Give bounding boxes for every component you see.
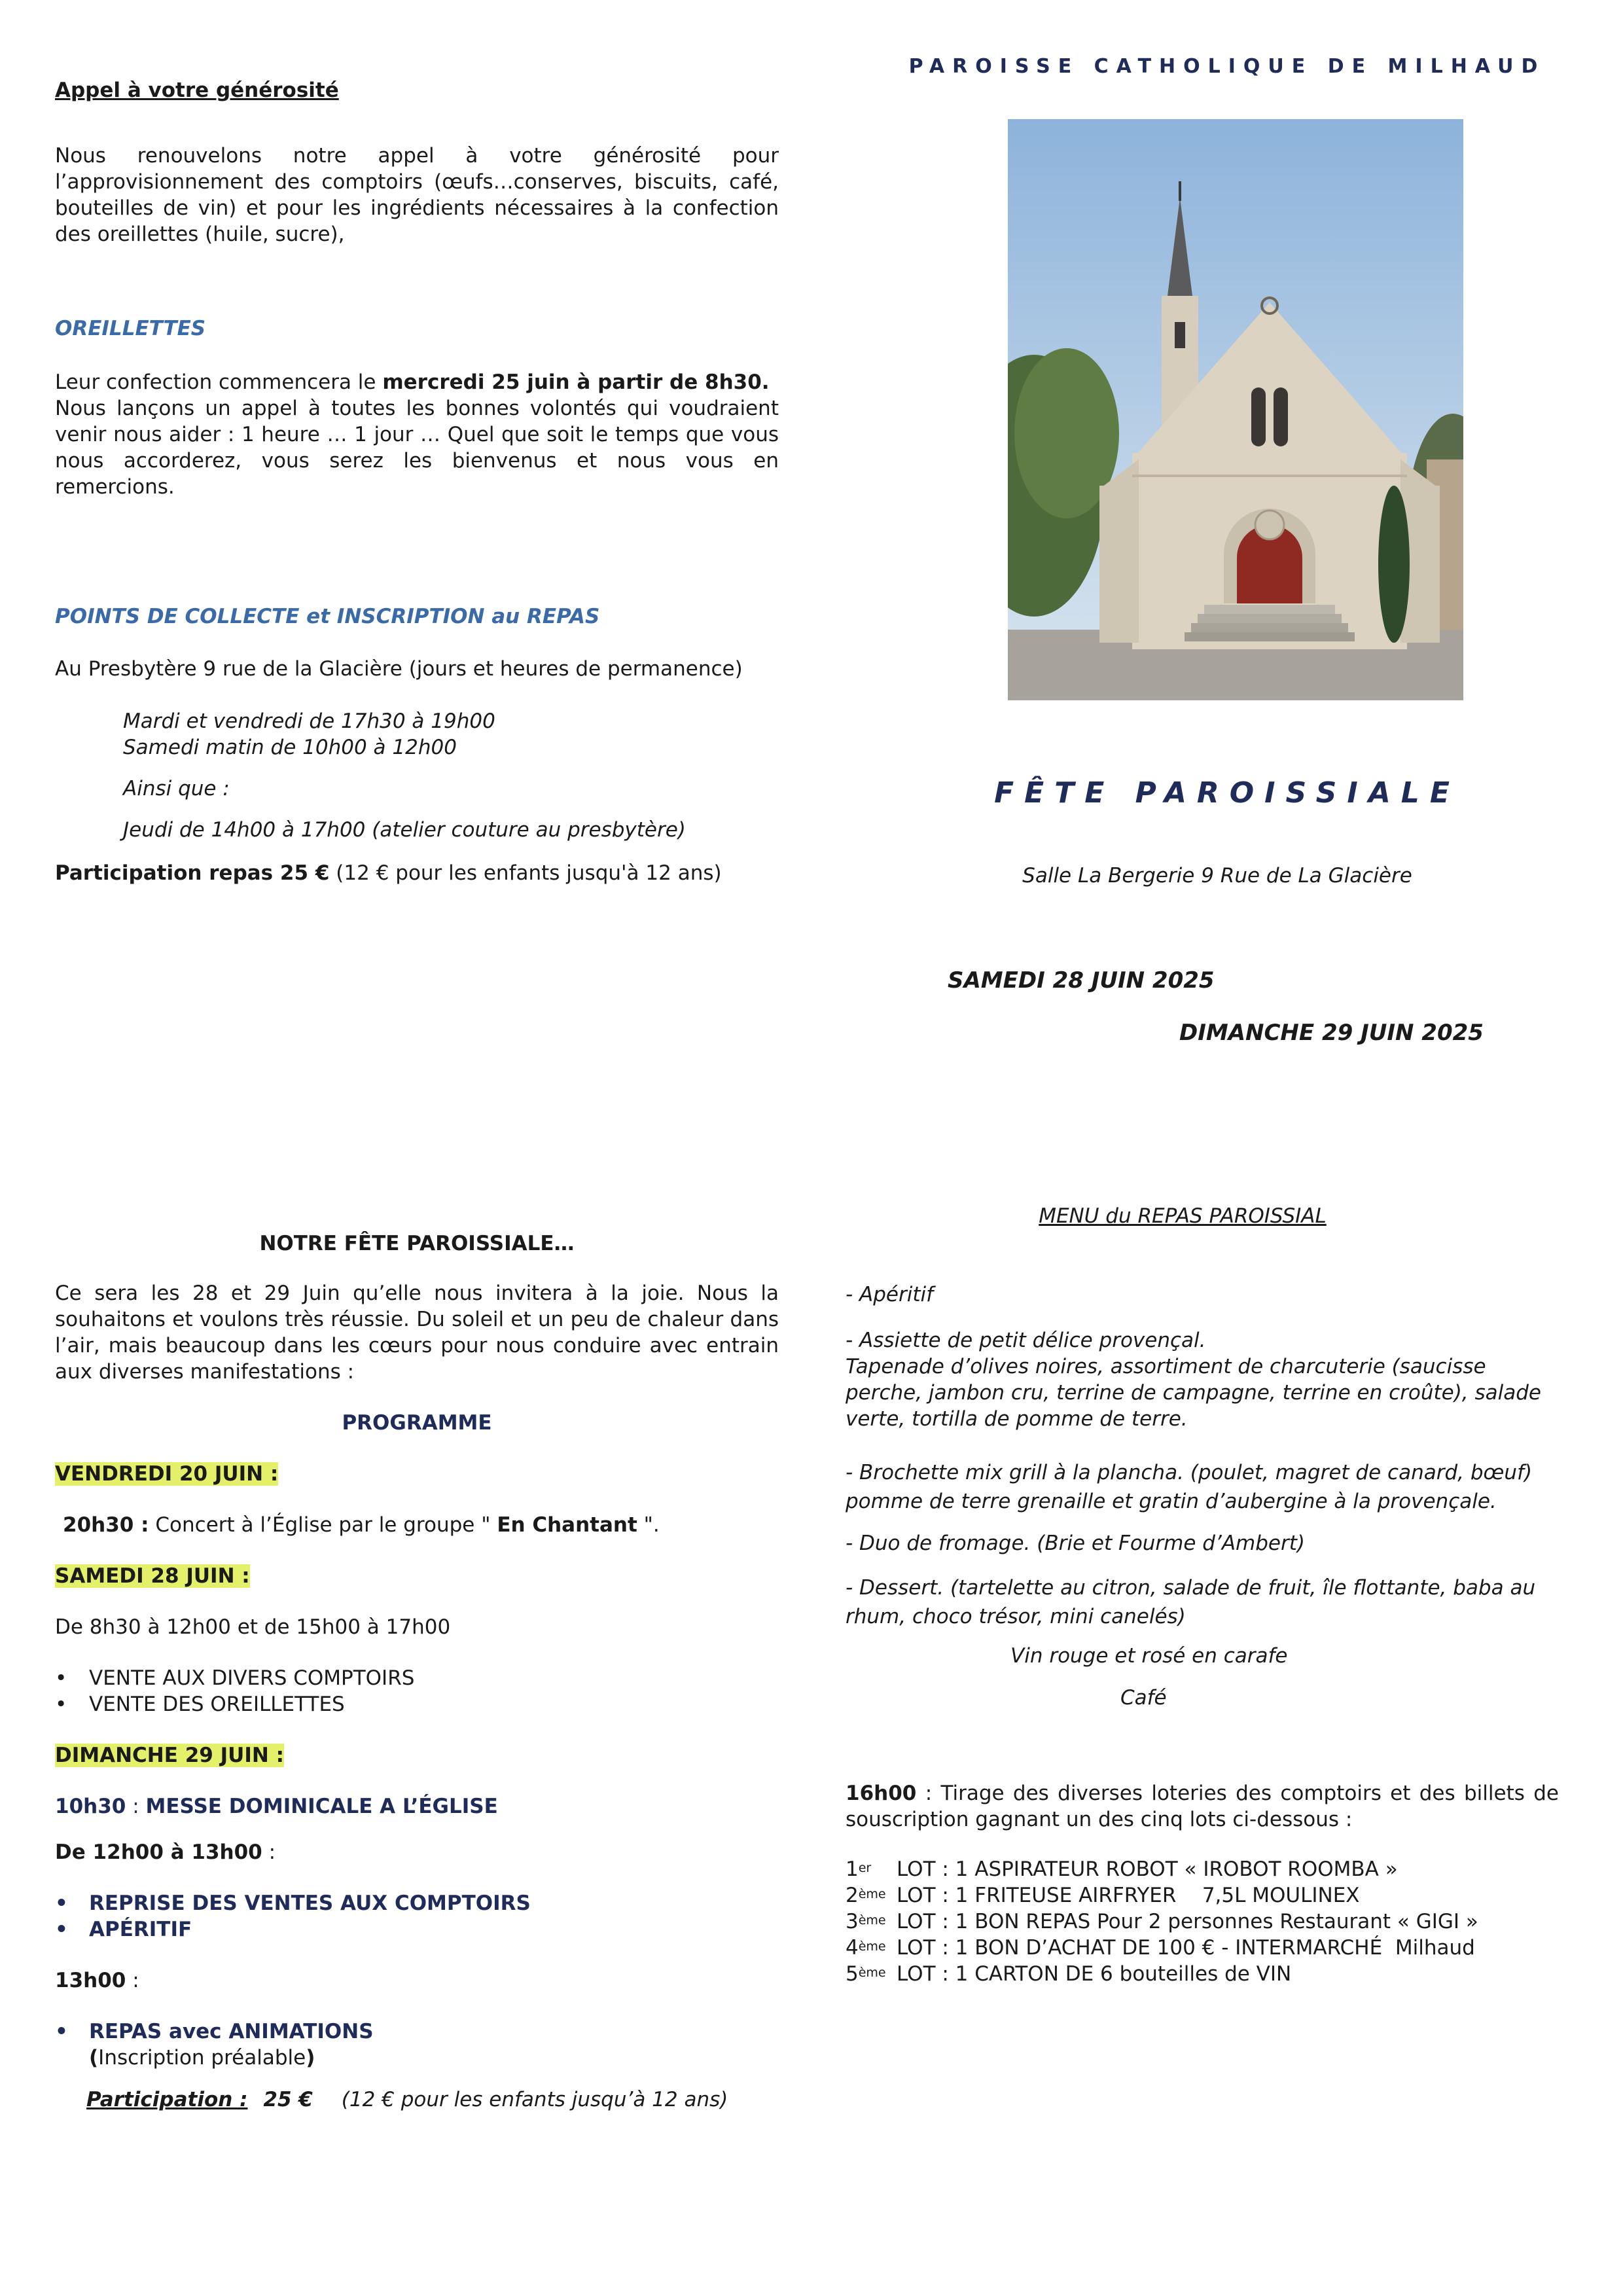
list-item: • REPAS avec ANIMATIONS bbox=[55, 2018, 779, 2045]
oreillettes-title: OREILLETTES bbox=[55, 317, 206, 340]
lot-num: 5 bbox=[846, 1962, 859, 1986]
cover-date-2: DIMANCHE 29 JUIN 2025 bbox=[1179, 1020, 1484, 1046]
menu-section bbox=[846, 1203, 1559, 1711]
lot-sup: ème bbox=[858, 1965, 886, 1980]
lot-label: LOT : 1 CARTON DE 6 bouteilles de VIN bbox=[897, 1962, 1292, 1986]
lot-num: 4 bbox=[846, 1936, 859, 1960]
menu-entree-title: - Assiette de petit délice provençal. bbox=[846, 1329, 1206, 1352]
cover-title: FÊTE PAROISSIALE bbox=[994, 776, 1460, 810]
sunday-lunch-label: 13h00 bbox=[55, 1969, 126, 1992]
sunday-participation-label: Participation : bbox=[86, 2088, 248, 2111]
sunday-lunch-note-close: ) bbox=[306, 2046, 315, 2070]
appeal-text: Nous renouvelons notre appel à votre générosité pour l’approvisionnement des comptoirs (œufs…conserves, biscuits, café, bouteilles de vin) et pour les ingrédients nécessaires à la confection des oreillettes (huile, sucre), bbox=[55, 144, 779, 246]
friday-heading: VENDREDI 20 JUIN : bbox=[55, 1462, 279, 1486]
sunday-lunch-note-text: Inscription préalable bbox=[98, 2046, 306, 2070]
list-item bbox=[846, 1856, 1559, 1882]
lot-num: 1 bbox=[846, 1857, 859, 1881]
lot-sup: ème bbox=[858, 1887, 886, 1901]
appeal-title: Appel à votre générosité bbox=[55, 79, 339, 102]
sunday-mass-text: MESSE DOMINICALE A L’ÉGLISE bbox=[145, 1795, 498, 1818]
friday-text: Concert à l’Église par le groupe " bbox=[155, 1513, 491, 1537]
sunday-participation bbox=[86, 2087, 779, 2113]
sunday-mass bbox=[55, 1793, 779, 1820]
collecte-address: Au Presbytère 9 rue de la Glacière (jours et heures de permanence) bbox=[55, 657, 743, 681]
sunday-lunch-list bbox=[55, 2018, 779, 2045]
lot-num: 3 bbox=[846, 1910, 859, 1933]
friday-heading-line bbox=[55, 1461, 779, 1487]
saturday-heading-line bbox=[55, 1563, 779, 1589]
list-item: • REPRISE DES VENTES AUX COMPTOIRS bbox=[55, 1890, 779, 1916]
sunday-lunch bbox=[55, 1967, 779, 1994]
fete-section bbox=[55, 1230, 779, 2113]
collecte-hours-2: Samedi matin de 10h00 à 12h00 bbox=[123, 736, 457, 759]
lottery-section bbox=[846, 1780, 1559, 1987]
list-item bbox=[846, 1882, 1559, 1909]
oreillettes-section bbox=[55, 315, 779, 500]
menu-main: - Brochette mix grill à la plancha. (poulet, magret de canard, bœuf) pomme de terre grenaille et gratin d’aubergine à la provençale. bbox=[846, 1461, 1533, 1513]
lottery-time: 16h00 bbox=[846, 1782, 917, 1805]
sunday-heading-line bbox=[55, 1742, 779, 1768]
sunday-noon-list bbox=[55, 1890, 779, 1943]
collecte-also: Ainsi que : bbox=[123, 777, 230, 800]
friday-concert bbox=[63, 1512, 779, 1538]
cover-venue: Salle La Bergerie 9 Rue de La Glacière bbox=[1022, 864, 1412, 888]
sunday-lunch-colon: : bbox=[126, 1969, 139, 1992]
menu-coffee: Café bbox=[1120, 1686, 1167, 1710]
oreillettes-start bbox=[55, 369, 779, 395]
sunday-mass-sep: : bbox=[126, 1795, 146, 1818]
lot-label: LOT : 1 FRITEUSE AIRFRYER 7,5L MOULINEX bbox=[897, 1884, 1360, 1907]
church-photo bbox=[1008, 119, 1463, 700]
lot-sup: er bbox=[858, 1861, 872, 1875]
lot-sup: ème bbox=[858, 1913, 886, 1928]
collecte-participation-label: Participation repas 25 € bbox=[55, 861, 330, 885]
programme-title: PROGRAMME bbox=[342, 1411, 492, 1435]
lottery-lots bbox=[846, 1856, 1559, 1987]
saturday-heading: SAMEDI 28 JUIN : bbox=[55, 1564, 250, 1588]
sunday-heading: DIMANCHE 29 JUIN : bbox=[55, 1744, 285, 1767]
sunday-noon-colon: : bbox=[262, 1840, 276, 1864]
sunday-lunch-note-open: ( bbox=[89, 2046, 99, 2070]
menu-wine: Vin rouge et rosé en carafe bbox=[1010, 1644, 1288, 1668]
menu-dessert: - Dessert. (tartelette au citron, salade de fruit, île flottante, baba au rhum, choco trésor, mini canelés) bbox=[846, 1576, 1536, 1628]
lot-sup: ème bbox=[858, 1939, 886, 1954]
sunday-lunch-note bbox=[89, 2045, 779, 2071]
oreillettes-appeal: Nous lançons un appel à toutes les bonnes volontés qui voudraient venir nous aider : 1 heure … 1 jour … Quel que soit le temps que vous nous accorderez, vous serez les bienvenus et nous vous en remercions. bbox=[55, 397, 779, 499]
list-item bbox=[846, 1961, 1559, 1987]
list-item: • VENTE AUX DIVERS COMPTOIRS bbox=[55, 1665, 779, 1691]
sunday-noon-label: De 12h00 à 13h00 bbox=[55, 1840, 262, 1864]
lottery-text: : Tirage des diverses loteries des comptoirs et des billets de souscription gagnant un des cinq lots ci-dessous : bbox=[846, 1782, 1559, 1831]
saturday-list bbox=[55, 1665, 779, 1717]
collecte-thursday: Jeudi de 14h00 à 17h00 (atelier couture au presbytère) bbox=[123, 818, 686, 842]
fete-title: NOTRE FÊTE PAROISSIALE… bbox=[259, 1232, 575, 1255]
collecte-hours bbox=[123, 708, 779, 843]
menu-aperitif: - Apéritif bbox=[846, 1283, 934, 1306]
lot-num: 2 bbox=[846, 1884, 859, 1907]
oreillettes-start-text: Leur confection commencera le bbox=[55, 370, 376, 394]
collecte-title: POINTS DE COLLECTE et INSCRIPTION au REPAS bbox=[55, 605, 600, 628]
parish-header: PAROISSE CATHOLIQUE DE MILHAUD bbox=[908, 55, 1546, 78]
sunday-participation-note: (12 € pour les enfants jusqu’à 12 ans) bbox=[341, 2088, 728, 2111]
menu-entree-detail: Tapenade d’olives noires, assortiment de charcuterie (saucisse perche, jambon cru, terrine de campagne, terrine en croûte), salade verte, tortilla de pomme de terre. bbox=[846, 1355, 1542, 1431]
collecte-hours-1: Mardi et vendredi de 17h30 à 19h00 bbox=[123, 709, 495, 733]
lot-label: LOT : 1 ASPIRATEUR ROBOT « IROBOT ROOMBA » bbox=[897, 1857, 1398, 1881]
oreillettes-start-date: mercredi 25 juin à partir de 8h30. bbox=[382, 370, 770, 394]
list-item: • APÉRITIF bbox=[55, 1916, 779, 1943]
collecte-participation bbox=[55, 860, 779, 886]
sunday-noon bbox=[55, 1839, 779, 1865]
cover-date-1: SAMEDI 28 JUIN 2025 bbox=[948, 967, 1215, 994]
lot-label: LOT : 1 BON REPAS Pour 2 personnes Restaurant « GIGI » bbox=[897, 1910, 1478, 1933]
lottery-intro bbox=[846, 1780, 1559, 1833]
sunday-mass-time: 10h30 bbox=[55, 1795, 126, 1818]
list-item: • VENTE DES OREILLETTES bbox=[55, 1691, 779, 1717]
fete-intro: Ce sera les 28 et 29 Juin qu’elle nous invitera à la joie. Nous la souhaitons et voulons très réussie. Du soleil et un peu de chaleur dans l’air, mais beaucoup dans les cœurs pour nous conduire avec entrain aux diverses manifestations : bbox=[55, 1282, 779, 1384]
list-item bbox=[846, 1935, 1559, 1961]
menu-cheese: - Duo de fromage. (Brie et Fourme d’Ambert) bbox=[846, 1532, 1305, 1555]
collecte-section bbox=[55, 603, 779, 886]
friday-group: En Chantant bbox=[497, 1513, 637, 1537]
church-illustration bbox=[1008, 119, 1463, 700]
friday-close: ". bbox=[643, 1513, 660, 1537]
menu-title: MENU du REPAS PAROISSIAL bbox=[1039, 1204, 1327, 1228]
appeal-section bbox=[55, 77, 779, 247]
lot-label: LOT : 1 BON D’ACHAT DE 100 € - INTERMARCHÉ Milhaud bbox=[897, 1936, 1475, 1960]
friday-time: 20h30 : bbox=[63, 1513, 149, 1537]
saturday-hours: De 8h30 à 12h00 et de 15h00 à 17h00 bbox=[55, 1615, 451, 1639]
sunday-participation-price: 25 € bbox=[263, 2088, 313, 2111]
collecte-participation-note: (12 € pour les enfants jusqu'à 12 ans) bbox=[336, 861, 722, 885]
list-item bbox=[846, 1909, 1559, 1935]
